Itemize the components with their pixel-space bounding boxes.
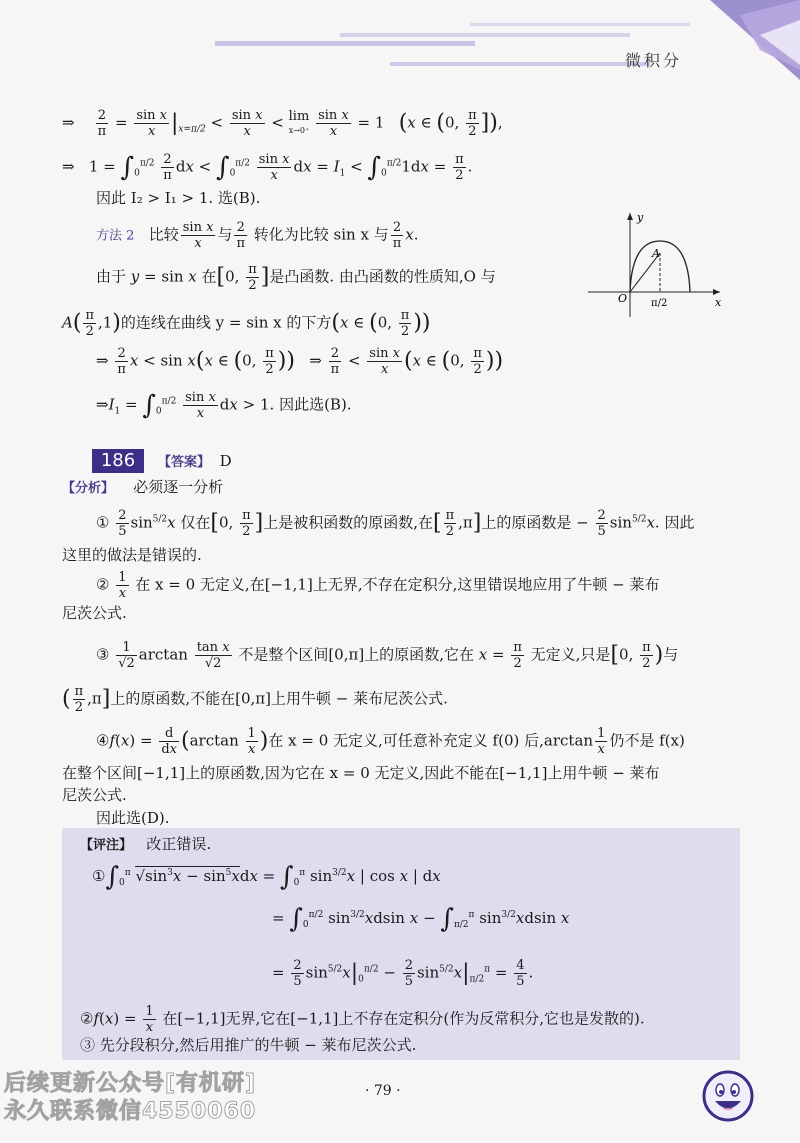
analysis-text: 必须逐一分析 [133, 478, 224, 496]
graph-y-label: y [637, 211, 644, 224]
note-header [80, 833, 211, 857]
analysis-item-4-line2: 在整个区间[−1,1]上的原函数,因为它在 x = 0 无定义,因此不能在[−1,1]上用牛顿 − 莱布 [62, 764, 660, 782]
analysis-item-1: ① $\frac{2}{5}$ $\sin^{5/2}x$ 仅在[0, $\frac{\pi}{2}$ ]上是被积函数的原函数,在[ $\frac{\pi}{2}$ ,π]上的原函数是 − $\frac{2}{5}$ $\sin^{5/2}x$. 因此 [96, 508, 695, 539]
method1-conclusion: 因此 I₂ > I₁ > 1. 选(B). [96, 189, 261, 207]
watermark-line-2: 永久联系微信4550060 [4, 1099, 257, 1124]
derivation-line-2: ⇒ $1 = \int_0^{\pi/2}$ $\frac{2}{\pi}$ dx < $\int_0^{\pi/2}$ $\frac{\text{sin x}}{x}$ dx = $I_1 < \int_0^{\pi/2}1dx$ = $\frac{\pi}{2}$ . [62, 152, 473, 183]
analysis-item-2: ② $\frac{1}{x}$ 在 x = 0 无定义,在[−1,1]上无界,不存在定积分,这里错误地应用了牛顿 − 莱布 [96, 570, 660, 601]
problem-number-badge: 186 [92, 449, 144, 473]
answer-line [158, 450, 232, 474]
graph-point-label: A [652, 247, 660, 260]
derivation-line-1: ⇒ $\frac{2}{\pi}$ = $\frac{\text{sin x}}{x}$ $|_{x=\pi/2}$ < $\frac{\text{sin x}}{x}$ < lim x→0⁺ $\frac{\text{sin x}}{x}$ = 1 (x ∈ (0, $\frac{\pi}{2}$ ]), [62, 108, 503, 139]
graph-origin-label: O [618, 292, 628, 305]
answer-value: D [219, 452, 232, 470]
method2-line: 方法 2 比较 $\frac{\text{sin x}}{x}$ 与 $\frac{2}{\pi}$ 转化为比较 sin x 与 $\frac{2}{\pi}$ x. [96, 220, 419, 251]
analysis-item-2-line2: 尼茨公式. [62, 604, 127, 622]
answer-label: 【答案】 [158, 455, 211, 470]
note-label: 【评注】 [80, 838, 133, 853]
analysis-item-4-line3: 尼茨公式. [62, 786, 127, 804]
method2-inequality: ⇒ $\frac{2}{\pi}$ x < sin x(x ∈ (0, $\frac{\pi}{2}$ )) ⇒ $\frac{2}{\pi}$ < $\frac{\text{sin x}}{x}$ (x ∈ (0, $\frac{\pi}{2}$ )) [96, 346, 504, 377]
graph-tick-label: π/2 [651, 298, 668, 309]
note-item-2: ②f(x) = $\frac{1}{x}$ 在[−1,1]无界,它在[−1,1]上不存在定积分(作为反常积分,它也是发散的). [80, 1004, 645, 1035]
analysis-item-3-line2: ( $\frac{\pi}{2}$ ,π]上的原函数,不能在[0,π]上用牛顿 − 莱布尼茨公式. [62, 684, 448, 715]
sine-graph [580, 205, 730, 320]
header-title: 微积分 [625, 51, 683, 70]
analysis-item-1-line2: 这里的做法是错误的. [62, 546, 202, 564]
method2-segment: A( $\frac{\pi}{2}$ ,1)的连线在曲线 y = sin x 的下方(x ∈ (0, $\frac{\pi}{2}$ )) [62, 308, 431, 339]
method2-concave: 由于 y = sin x 在[0, $\frac{\pi}{2}$ ]是凸函数. 由凸函数的性质知,O 与 [96, 262, 496, 293]
note-eq-3: = $\frac{2}{5}$ $\sin^{5/2}x|_0^{\pi/2}$ − $\frac{2}{5}$ $\sin^{5/2}x|_{\pi/2}^\pi$ = $\frac{4}{5}$ . [272, 958, 534, 989]
note-eq-1: $①\int_0^\pi$ $√\sin^3x - \sin^5xdx = \int_0^\pi$ $\sin^{3/2}x$ | cos x | dx [92, 862, 441, 892]
smiley-icon [700, 1068, 756, 1124]
page-number: · 79 · [365, 1083, 401, 1099]
note-eq-2: = $\int_0^{\pi/2}$ $\sin^{3/2}xdsin$ $x - \int_{\pi/2}^\pi$ $\sin^{3/2}xdsin$ x [272, 904, 570, 934]
note-item-3: ③ 先分段积分,然后用推广的牛顿 − 莱布尼茨公式. [80, 1036, 417, 1054]
analysis-item-4: ④f(x) = $\frac{d}{dx}$ (arctan $\frac{1}{x}$ )在 x = 0 无定义,可任意补充定义 f(0) 后,arctan $\frac{1}{x}$ 仍不是 f(x) [96, 726, 685, 757]
analysis-conclusion: 因此选(D). [96, 809, 170, 827]
watermark-line-1: 后续更新公众号[有机研] [4, 1071, 257, 1096]
analysis-line [62, 476, 223, 500]
note-title: 改正错误. [146, 835, 212, 853]
method2-label: 方法 2 [96, 228, 135, 244]
analysis-item-3: ③ $\frac{1}{√2}$ arctan $\frac{\text{tan x}}{√2}$ 不是整个区间[0,π]上的原函数,它在 x = $\frac{\pi}{2}$ 无定义,只是[0, $\frac{\pi}{2}$ )与 [96, 640, 679, 671]
analysis-label: 【分析】 [62, 481, 115, 496]
graph-x-label: x [715, 296, 722, 309]
method2-final: $\Rightarrow I_1 = \int_0^{\pi/2}$ $\frac{\text{sin x}}{x}$ dx > 1. 因此选(B). [96, 390, 352, 421]
